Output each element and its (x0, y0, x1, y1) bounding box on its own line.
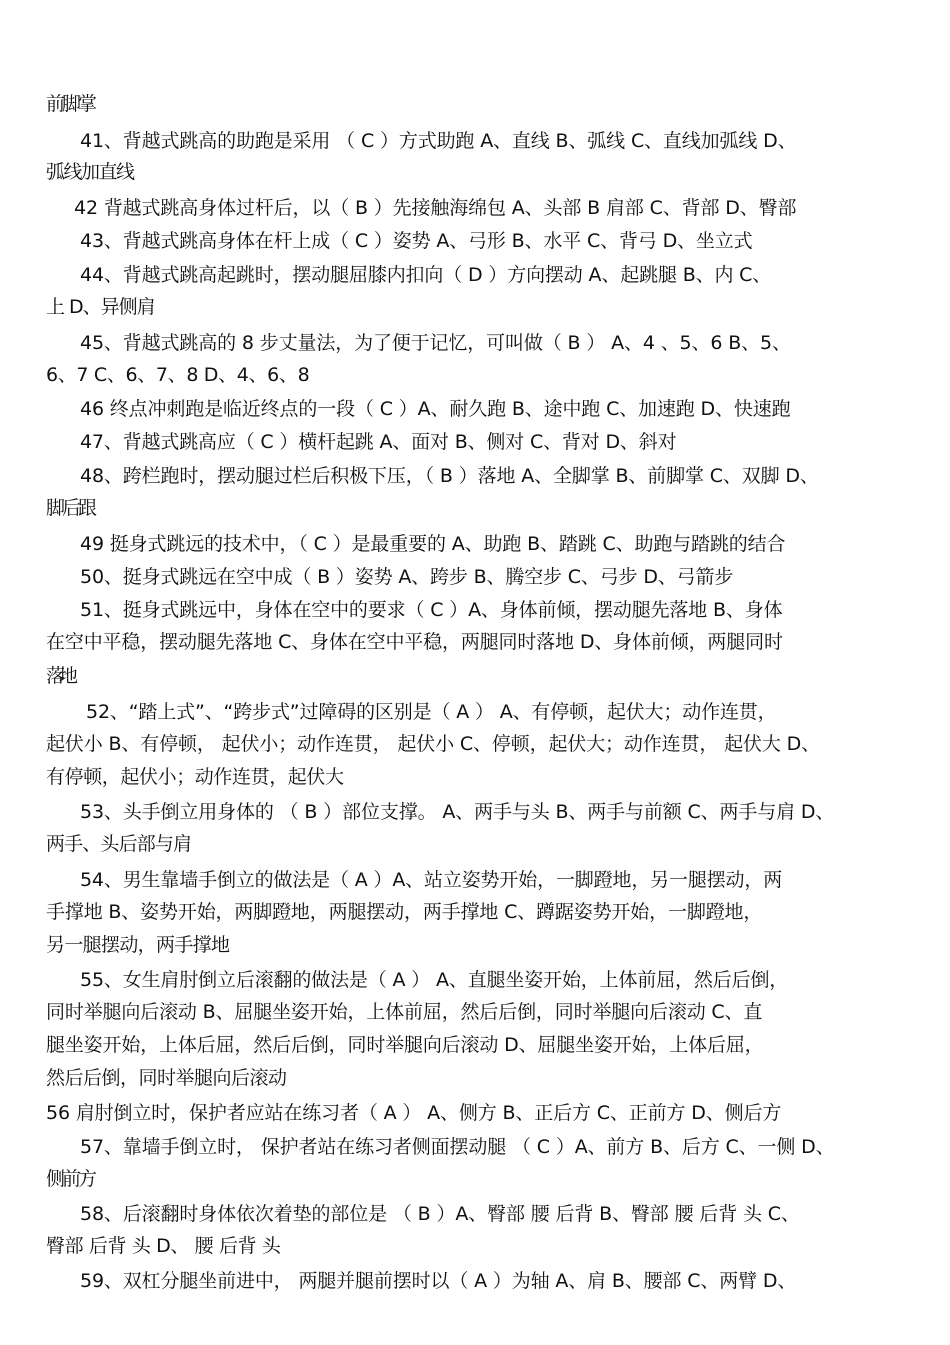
text-line: 起伏小 B、有停顿， 起伏小；动作连贯， 起伏小 C、停顿，起伏大；动作连贯， 起伏大 D、 (46, 733, 821, 755)
question-43-line: 43、背越式跳高身体在杆上成（ C ）姿势 A、弓形 B、水平 C、背弓 D、坐立式 (80, 230, 753, 252)
text-line: 有停顿，起伏小；动作连贯，起伏大 (46, 766, 344, 788)
question-55-line: 55、女生肩肘倒立后滚翻的做法是（ A ） A、直腿坐姿开始，上体前屈，然后后倒， (80, 969, 789, 991)
question-52-line: 52、“踏上式”、“跨步式”过障碍的区别是（ A ） A、有停顿，起伏大；动作连贯， (86, 701, 777, 723)
text-line: 落地 (46, 665, 73, 687)
text-line: 在空中平稳，摆动腿先落地 C、身体在空中平稳，两腿同时落地 D、身体前倾，两腿同时 (46, 631, 783, 653)
text-line: 侧前方 (46, 1168, 95, 1190)
question-49-line: 49 挺身式跳远的技术中，（ C ）是最重要的 A、助跑 B、踏跳 C、助跑与踏跳的结合 (80, 533, 786, 555)
question-44-line: 44、背越式跳高起跳时，摆动腿屈膝内扣向（ D ）方向摆动 A、起跳腿 B、内 C、 (80, 264, 772, 286)
question-51-line: 51、挺身式跳远中，身体在空中的要求（ C ）A、身体前倾，摆动腿先落地 B、身体 (80, 599, 783, 621)
text-line: 另一腿摆动，两手撑地 (46, 934, 230, 956)
question-59-line: 59、双杠分腿坐前进中， 两腿并腿前摆时以（ A ）为轴 A、肩 B、腰部 C、两臂 D、 (80, 1270, 797, 1292)
text-line: 6、7 C、6、7、8 D、4、6、8 (46, 364, 310, 386)
text-line: 手撑地 B、姿势开始，两脚蹬地，两腿摆动，两手撑地 C、蹲踞姿势开始，一脚蹬地， (46, 901, 763, 923)
text-line: 前脚掌 (46, 93, 95, 115)
question-46-line: 46 终点冲刺跑是临近终点的一段（ C ）A、耐久跑 B、途中跑 C、加速跑 D、快速跑 (80, 398, 791, 420)
text-line: 上 D、异侧肩 (46, 296, 155, 318)
text-line: 然后后倒，同时举腿向后滚动 (46, 1067, 287, 1089)
question-41-line: 41、背越式跳高的助跑是采用 （ C ）方式助跑 A、直线 B、弧线 C、直线加弧线 D、 (80, 130, 797, 152)
text-line: 臀部 后背 头 D、 腰 后背 头 (46, 1235, 281, 1257)
question-48-line: 48、跨栏跑时，摆动腿过栏后积极下压，（ B ）落地 A、全脚掌 B、前脚掌 C、双脚 D、 (80, 465, 819, 487)
question-56-line: 56 肩肘倒立时，保护者应站在练习者（ A ） A、侧方 B、正后方 C、正前方 D、侧后方 (46, 1102, 782, 1124)
question-42-line: 42 背越式跳高身体过杆后，以（ B ）先接触海绵包 A、头部 B 肩部 C、背部 D、臀部 (74, 197, 797, 219)
text-line: 两手、头后部与肩 (46, 833, 192, 855)
question-47-line: 47、背越式跳高应（ C ）横杆起跳 A、面对 B、侧对 C、背对 D、斜对 (80, 431, 677, 453)
question-54-line: 54、男生靠墙手倒立的做法是（ A ）A、站立姿势开始，一脚蹬地，另一腿摆动，两 (80, 869, 783, 891)
text-line: 弧线加直线 (46, 161, 134, 183)
text-line: 同时举腿向后滚动 B、屈腿坐姿开始，上体前屈，然后后倒，同时举腿向后滚动 C、直 (46, 1001, 763, 1023)
question-57-line: 57、靠墙手倒立时， 保护者站在练习者侧面摆动腿 （ C ）A、前方 B、后方 C、一侧 D、 (80, 1136, 835, 1158)
question-50-line: 50、挺身式跳远在空中成（ B ）姿势 A、跨步 B、腾空步 C、弓步 D、弓箭步 (80, 566, 734, 588)
text-line: 脚后跟 (46, 497, 95, 519)
question-45-line: 45、背越式跳高的 8 步丈量法，为了便于记忆，可叫做（ B ） A、4 、5、6 B、5、 (80, 332, 791, 354)
question-58-line: 58、后滚翻时身体依次着垫的部位是 （ B ）A、臀部 腰 后背 B、臀部 腰 后背 头 C、 (80, 1203, 800, 1225)
question-53-line: 53、头手倒立用身体的 （ B ）部位支撑。 A、两手与头 B、两手与前额 C、两手与肩 D、 (80, 801, 835, 823)
text-line: 腿坐姿开始，上体后屈，然后后倒，同时举腿向后滚动 D、屈腿坐姿开始，上体后屈， (46, 1034, 764, 1056)
